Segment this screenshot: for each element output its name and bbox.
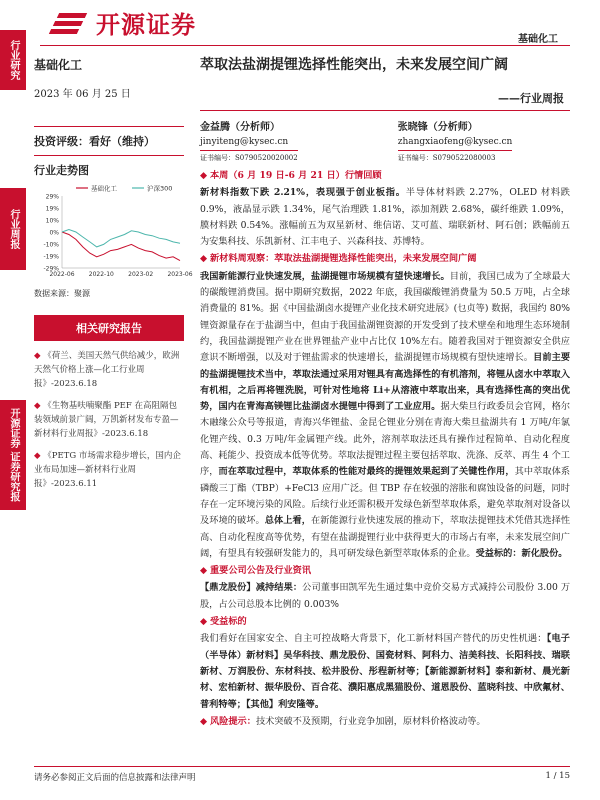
y-tick-label: 29%	[45, 193, 59, 201]
report-body	[200, 168, 570, 731]
sidebar-label-bottom: 开源证券 证券研究报	[0, 400, 26, 510]
trend-chart	[34, 182, 193, 282]
diamond-bullet-icon: ◆	[34, 451, 41, 461]
x-tick-label: 2023-06	[167, 271, 193, 278]
sidebar-label-middle: 行业周报	[0, 188, 26, 270]
y-tick-label: -29%	[43, 265, 59, 273]
x-tick-label: 2023-02	[128, 271, 154, 278]
legend-label: 基础化工	[91, 184, 117, 193]
paragraph: ◆ 风险提示：技术突破不及预期，行业竞争加剧，原材料价格波动等。	[200, 715, 486, 727]
divider	[34, 126, 184, 127]
trend-chart-svg	[34, 182, 193, 282]
analyst-email[interactable]: jinyiteng@kysec.cn	[200, 137, 289, 147]
sector-name: 基础化工	[34, 58, 83, 72]
analyst-1	[200, 118, 298, 163]
series-line-2	[62, 230, 180, 247]
diamond-bullet-icon: ◆	[200, 170, 208, 181]
series-line-1	[62, 232, 180, 261]
header-rule	[40, 45, 570, 46]
y-tick-label: -19%	[43, 253, 59, 261]
analyst-name: 金益腾（分析师）	[200, 122, 280, 133]
analyst-email[interactable]: zhangxiaofeng@kysec.cn	[397, 137, 513, 147]
diamond-bullet-icon: ◆	[200, 715, 208, 727]
related-report-2[interactable]: ◆ 《生物基呋喃聚酯 PEF 在高阻隔包装领域前景广阔，万凯新材发布专盈—新材料行业周报》-2023.6.18	[34, 401, 179, 439]
title-rule	[200, 110, 570, 111]
x-tick-label: 2022-06	[49, 271, 75, 278]
analyst-2	[398, 118, 513, 163]
logo-icon	[54, 11, 90, 35]
chart-source: 数据来源：聚源	[34, 289, 90, 298]
y-tick-label: 0%	[49, 229, 59, 237]
diamond-bullet-icon: ◆	[200, 253, 208, 265]
paragraph: 我国新能源行业快速发展，盐湖提锂市场规模有望快速增长。目前，我国已成为了全球最大的碳酸锂消费国。据中期研究数据，2022 年底，我国碳酸锂消费量为 50.5 万吨，占全球消费量的 81%。据《中国盐湖卤水提锂产业化技术研究进展》(乜贞等) 数据，我国约 80%锂资源量存在于盐湖当中，但由于我国盐湖锂资源的开发受到了技术壁垒和地理生态环境制约，我国盐湖提锂产业在世界锂盐产业中占比仅 10%左右。随着我国对于锂资源安全供应意识不断增强，以及对于锂盐需求的快速增长，盐湖提锂市场规模有望快速增长。目前主要的盐湖提锂技术当中，萃取法通过采用对锂具有高选择性的有机溶剂，将锂从卤水中萃取入有机相，之后再将锂洗脱，可针对性地将 Li+从溶液中萃取出来，具有选择性高的突出优势，国内在青海高镁锂比盐湖卤水提锂中得到了工业应用。据大柴旦行政委员会官网，格尔木融缘公众号等报道，青海兴华锂盐、金昆仑锂业分别在青海大柴旦盐湖共有 1 万吨/年氯化锂产线、0.3 万吨/年金属锂产线。此外，溶剂萃取法还具有操作过程简单、自动化程度高、耗能少、投资成本低等优势。萃取法提锂过程主要包括萃取、洗涤、反萃、再生 4 个工序，而在萃取过程中，萃取体系的性能对最终的提锂效果起到了关键性作用，其中萃取体系磷酸三丁酯（TBP）+FeCl3 应用广泛。但 TBP 存在较强的溶胀和腐蚀设备的问题，同时存在一定环境污染的风险。后续行业还需积极开发绿色新型萃取体系，避免萃取剂对设备以及环境的破坏。总体上看，在新能源行业快速发展的推动下，萃取法提锂技术凭借其选择性高、自动化程度高等优势，有望在盐湖提锂行业中获得更大的市场占有率，未来发展空间广阔，有望具有较强研发能力的，具可研发绿色新型萃取体系的企业。受益标的：新化股份。	[200, 270, 571, 559]
brand-name: 开源证券	[96, 11, 196, 39]
diamond-bullet-icon: ◆	[34, 401, 41, 411]
legend-label: 沪深300	[147, 184, 173, 193]
footer	[34, 766, 570, 783]
investment-rating: 投资评级：看好（维持）	[34, 135, 155, 148]
left-column	[34, 56, 193, 491]
related-reports-title: 相关研究报告	[34, 315, 184, 341]
section-heading: ◆ 重要公司公告及行业资讯	[200, 565, 312, 577]
page-number: 1 / 15	[545, 771, 570, 781]
paragraph: 我们看好在国家安全、自主可控战略大背景下，化工新材料国产替代的历史性机遇：【电子（半导体）新材料】吴华科技、鼎龙股份、国瓷材料、阿科力、洁美科技、长阳科技、瑞联新材、万润股份、东材科技、松井股份、彤程新材等；【新能源新材料】泰和新材、晨光新材、宏柏新材、振华股份、百合花、濮阳惠成黑猫股份、道恩股份、蓝晓科技、中欣氟材、普利特等；【其他】利安隆等。	[200, 633, 570, 710]
report-subtitle: ——行业周报	[498, 92, 564, 105]
diamond-bullet-icon: ◆	[200, 616, 208, 628]
y-tick-label: 10%	[45, 217, 59, 225]
related-report-3[interactable]: ◆ 《PETG 市场需求稳步增长，国内企业布局加速—新材料行业周报》-2023.6.11	[34, 451, 181, 489]
diamond-bullet-icon: ◆	[200, 565, 208, 577]
y-tick-label: -10%	[43, 241, 59, 249]
section-heading: ◆ 本周（6 月 19 日-6 月 21 日）行情回顾	[200, 170, 382, 181]
analyst-block	[200, 118, 570, 163]
diamond-bullet-icon: ◆	[34, 351, 41, 361]
section-heading: ◆ 受益标的	[200, 616, 247, 628]
brand-logo	[54, 5, 196, 40]
divider	[34, 155, 184, 156]
analyst-cert: 证书编号：S0790520020002	[200, 150, 298, 163]
sidebar-label-top: 行业研究	[0, 30, 26, 90]
analyst-cert: 证书编号：S0790522080003	[398, 150, 513, 163]
x-tick-label: 2022-10	[88, 271, 114, 278]
report-date: 2023 年 06 月 25 日	[34, 89, 131, 100]
sidebar	[0, 30, 26, 790]
disclaimer: 请务必参阅正文后面的信息披露和法律声明	[34, 773, 196, 783]
report-title: 萃取法盐湖提锂选择性能突出，未来发展空间广阔	[200, 57, 508, 73]
section-heading: ◆ 新材料周观察：萃取法盐湖提锂选择性能突出，未来发展空间广阔	[200, 253, 477, 265]
paragraph: 新材料指数下跌 2.21%，表现强于创业板指。半导体材料跌 2.27%，OLED 材料跌 0.9%，液晶显示跌 1.34%，尾气治理跌 1.81%，添加剂跌 2.68%，碳纤维跌 1.09%，膜材料跌 0.54%。涨幅前五为双星新材、维信诺、艾可蓝、瑞联新材、阿石创；跌幅前五为安集科技、乐凯新材、江丰电子、兴森科技、苏博特。	[200, 187, 570, 248]
related-report-1[interactable]: ◆ 《荷兰、美国天然气供给减少，欧洲天然气价格上涨—化工行业周报》-2023.6.18	[34, 351, 180, 389]
paragraph: 【鼎龙股份】减持结果：公司董事田凯军先生通过集中竞价交易方式减持公司股份 3.00 万股，占公司总股本比例的 0.003%	[200, 582, 571, 610]
trend-chart-title: 行业走势图	[34, 164, 89, 177]
y-tick-label: 19%	[45, 205, 59, 213]
analyst-name: 张晓锋（分析师）	[397, 122, 478, 133]
header-section: 基础化工	[518, 34, 558, 45]
